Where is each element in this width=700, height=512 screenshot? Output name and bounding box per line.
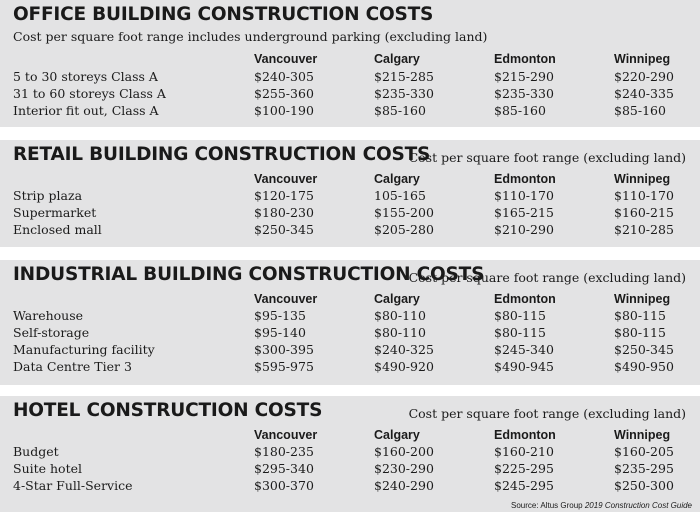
cell-calgary: 105-165 bbox=[374, 188, 426, 203]
cell-edmonton: $210-290 bbox=[494, 222, 554, 237]
cell-winnipeg: $160-205 bbox=[614, 444, 674, 459]
cell-calgary: $205-280 bbox=[374, 222, 434, 237]
table-row bbox=[0, 325, 700, 342]
row-label: 4-Star Full-Service bbox=[13, 478, 133, 493]
cell-vancouver: $180-230 bbox=[254, 205, 314, 220]
table-row bbox=[0, 444, 700, 461]
cell-edmonton: $215-290 bbox=[494, 69, 554, 84]
column-header-vancouver: Vancouver bbox=[254, 292, 318, 306]
cell-winnipeg: $210-285 bbox=[614, 222, 674, 237]
cell-edmonton: $80-115 bbox=[494, 308, 546, 323]
cell-edmonton: $245-295 bbox=[494, 478, 554, 493]
row-label: 5 to 30 storeys Class A bbox=[13, 69, 158, 84]
table-row bbox=[0, 478, 700, 495]
cell-vancouver: $95-135 bbox=[254, 308, 306, 323]
section-subtitle: Cost per square foot range (excluding land) bbox=[408, 150, 686, 165]
cell-winnipeg: $235-295 bbox=[614, 461, 674, 476]
cell-edmonton: $165-215 bbox=[494, 205, 554, 220]
column-header-vancouver: Vancouver bbox=[254, 52, 318, 66]
column-header-row bbox=[0, 52, 700, 69]
cell-winnipeg: $80-115 bbox=[614, 308, 666, 323]
industrial-section bbox=[0, 260, 700, 385]
cell-winnipeg: $240-335 bbox=[614, 86, 674, 101]
column-header-calgary: Calgary bbox=[374, 172, 420, 186]
section-subtitle: Cost per square foot range includes underground parking (excluding land) bbox=[13, 29, 488, 44]
row-label: Warehouse bbox=[13, 308, 84, 323]
cell-calgary: $155-200 bbox=[374, 205, 434, 220]
row-label: Self-storage bbox=[13, 325, 90, 340]
cell-vancouver: $250-345 bbox=[254, 222, 314, 237]
cell-winnipeg: $250-345 bbox=[614, 342, 674, 357]
table-row bbox=[0, 188, 700, 205]
cell-calgary: $240-325 bbox=[374, 342, 434, 357]
source-credit bbox=[511, 501, 692, 510]
cell-edmonton: $110-170 bbox=[494, 188, 554, 203]
column-header-calgary: Calgary bbox=[374, 428, 420, 442]
cell-vancouver: $295-340 bbox=[254, 461, 314, 476]
cell-winnipeg: $160-215 bbox=[614, 205, 674, 220]
hotel-section bbox=[0, 396, 700, 512]
row-label: Interior fit out, Class A bbox=[13, 103, 159, 118]
table-row bbox=[0, 461, 700, 478]
source-title: 2019 Construction Cost Guide bbox=[584, 501, 692, 510]
cell-vancouver: $100-190 bbox=[254, 103, 314, 118]
cell-calgary: $230-290 bbox=[374, 461, 434, 476]
cell-calgary: $240-290 bbox=[374, 478, 434, 493]
column-header-edmonton: Edmonton bbox=[494, 172, 556, 186]
row-label: Suite hotel bbox=[13, 461, 83, 476]
cell-vancouver: $95-140 bbox=[254, 325, 306, 340]
cell-winnipeg: $85-160 bbox=[614, 103, 666, 118]
row-label: Manufacturing facility bbox=[13, 342, 155, 357]
cell-edmonton: $85-160 bbox=[494, 103, 546, 118]
section-subtitle: Cost per square foot range (excluding land) bbox=[408, 406, 686, 421]
cell-calgary: $80-110 bbox=[374, 308, 426, 323]
cell-edmonton: $80-115 bbox=[494, 325, 546, 340]
cell-winnipeg: $490-950 bbox=[614, 359, 674, 374]
cell-vancouver: $180-235 bbox=[254, 444, 314, 459]
table-row bbox=[0, 103, 700, 120]
cell-calgary: $80-110 bbox=[374, 325, 426, 340]
cell-winnipeg: $80-115 bbox=[614, 325, 666, 340]
row-label: Strip plaza bbox=[13, 188, 83, 203]
row-label: Budget bbox=[13, 444, 59, 459]
column-header-winnipeg: Winnipeg bbox=[614, 428, 671, 442]
column-header-row bbox=[0, 292, 700, 309]
cell-edmonton: $160-210 bbox=[494, 444, 554, 459]
column-header-edmonton: Edmonton bbox=[494, 52, 556, 66]
cell-edmonton: $235-330 bbox=[494, 86, 554, 101]
cell-edmonton: $490-945 bbox=[494, 359, 554, 374]
cell-winnipeg: $220-290 bbox=[614, 69, 674, 84]
section-title: INDUSTRIAL BUILDING CONSTRUCTION COSTS bbox=[13, 264, 485, 285]
table-row bbox=[0, 222, 700, 239]
column-header-row bbox=[0, 428, 700, 445]
column-header-row bbox=[0, 172, 700, 189]
column-header-edmonton: Edmonton bbox=[494, 428, 556, 442]
table-row bbox=[0, 359, 700, 376]
cell-vancouver: $300-395 bbox=[254, 342, 314, 357]
row-label: 31 to 60 storeys Class A bbox=[13, 86, 166, 101]
section-subtitle: Cost per square foot range (excluding land) bbox=[408, 270, 686, 285]
cell-vancouver: $300-370 bbox=[254, 478, 314, 493]
cell-vancouver: $595-975 bbox=[254, 359, 314, 374]
source-prefix: Source: Altus Group bbox=[511, 501, 585, 510]
cell-calgary: $215-285 bbox=[374, 69, 434, 84]
row-label: Data Centre Tier 3 bbox=[13, 359, 132, 374]
cell-edmonton: $245-340 bbox=[494, 342, 554, 357]
cell-edmonton: $225-295 bbox=[494, 461, 554, 476]
cell-calgary: $235-330 bbox=[374, 86, 434, 101]
table-row bbox=[0, 69, 700, 86]
cell-winnipeg: $250-300 bbox=[614, 478, 674, 493]
cell-vancouver: $240-305 bbox=[254, 69, 314, 84]
cell-vancouver: $255-360 bbox=[254, 86, 314, 101]
section-title: OFFICE BUILDING CONSTRUCTION COSTS bbox=[13, 4, 434, 25]
cell-vancouver: $120-175 bbox=[254, 188, 314, 203]
table-row bbox=[0, 342, 700, 359]
table-row bbox=[0, 205, 700, 222]
column-header-calgary: Calgary bbox=[374, 292, 420, 306]
column-header-vancouver: Vancouver bbox=[254, 172, 318, 186]
cell-calgary: $85-160 bbox=[374, 103, 426, 118]
column-header-vancouver: Vancouver bbox=[254, 428, 318, 442]
row-label: Supermarket bbox=[13, 205, 97, 220]
column-header-winnipeg: Winnipeg bbox=[614, 52, 671, 66]
table-row bbox=[0, 86, 700, 103]
section-title: HOTEL CONSTRUCTION COSTS bbox=[13, 400, 323, 421]
cell-calgary: $490-920 bbox=[374, 359, 434, 374]
section-title: RETAIL BUILDING CONSTRUCTION COSTS bbox=[13, 144, 431, 165]
office-section bbox=[0, 0, 700, 127]
cell-winnipeg: $110-170 bbox=[614, 188, 674, 203]
row-label: Enclosed mall bbox=[13, 222, 102, 237]
retail-section bbox=[0, 140, 700, 247]
column-header-calgary: Calgary bbox=[374, 52, 420, 66]
table-row bbox=[0, 308, 700, 325]
column-header-winnipeg: Winnipeg bbox=[614, 292, 671, 306]
column-header-edmonton: Edmonton bbox=[494, 292, 556, 306]
cell-calgary: $160-200 bbox=[374, 444, 434, 459]
column-header-winnipeg: Winnipeg bbox=[614, 172, 671, 186]
